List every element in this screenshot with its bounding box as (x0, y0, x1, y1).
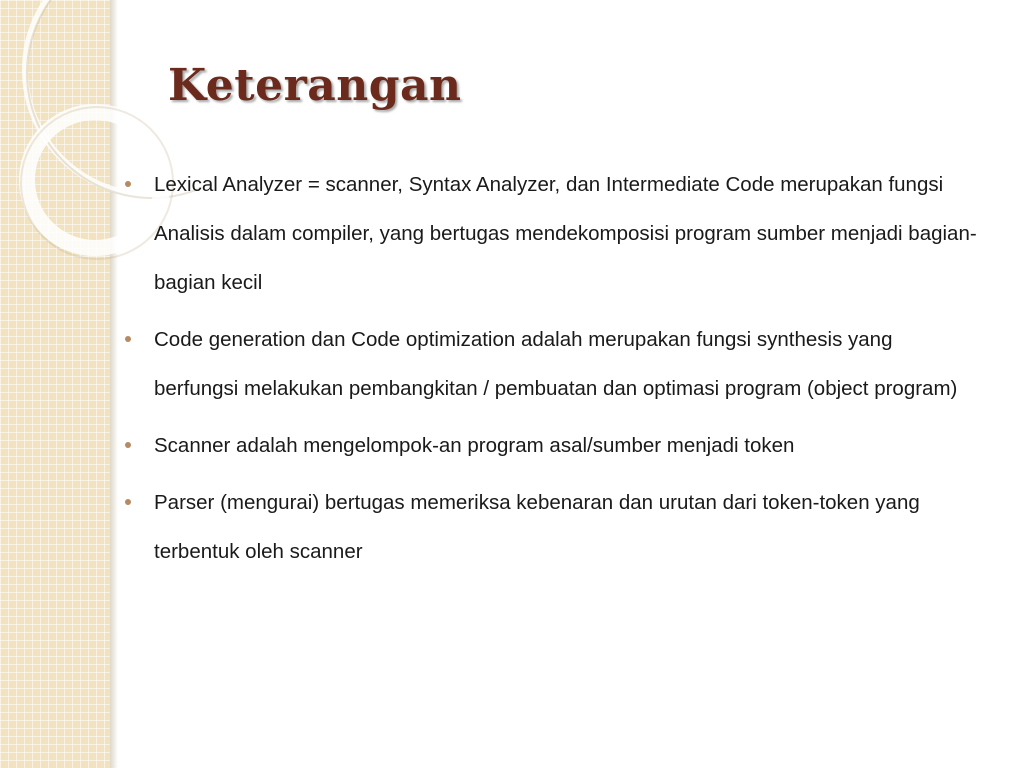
bullet-dot-icon (125, 442, 131, 448)
bullet-item (120, 315, 980, 413)
bullet-dot-icon (125, 336, 131, 342)
bullet-item (120, 478, 980, 576)
bullet-list (120, 160, 980, 584)
band-shadow (110, 0, 118, 768)
bullet-text: Code generation dan Code optimization adalah merupakan fungsi synthesis yang berfungsi melakukan pembangkitan / pembuatan dan optimasi program (object program) (154, 328, 958, 400)
bullet-item (120, 160, 980, 307)
slide-title: Keterangan (168, 60, 462, 111)
bullet-dot-icon (125, 181, 131, 187)
bullet-text: Parser (mengurai) bertugas memeriksa kebenaran dan urutan dari token-token yang terbentuk oleh scanner (154, 491, 920, 563)
bullet-text: Scanner adalah mengelompok-an program asal/sumber menjadi token (154, 434, 795, 457)
bullet-text: Lexical Analyzer = scanner, Syntax Analyzer, dan Intermediate Code merupakan fungsi Analisis dalam compiler, yang bertugas mendekomposisi program sumber menjadi bagian-bagian kecil (154, 173, 977, 294)
left-decorative-band (0, 0, 110, 768)
bullet-item (120, 421, 980, 470)
bullet-dot-icon (125, 499, 131, 505)
